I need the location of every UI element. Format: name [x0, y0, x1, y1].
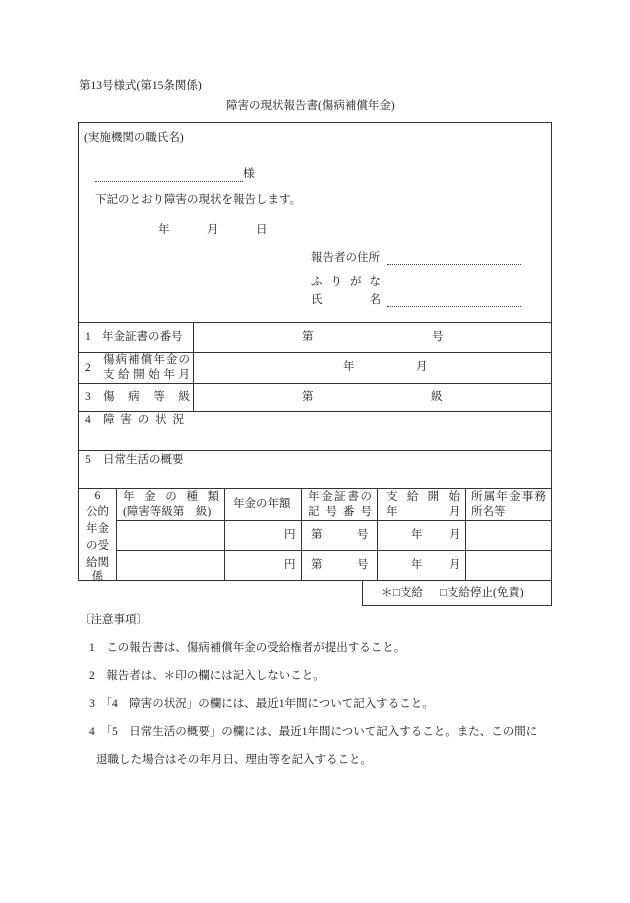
- label-glyph: 病: [115, 354, 128, 366]
- pension-start-header-month: 月: [449, 506, 461, 518]
- label-glyph: 支: [103, 369, 115, 381]
- pension-certificate-prefix: 第: [311, 529, 323, 541]
- label-glyph: り: [330, 276, 342, 288]
- notes-title: 〔注意事項〕: [79, 614, 148, 626]
- pension-start-month: 月: [449, 529, 461, 541]
- pension-table-row-divider: [116, 550, 552, 551]
- start-date-label-line2: [103, 368, 190, 382]
- label-glyph: 年: [308, 491, 320, 503]
- public-pension-side-label: 給関: [86, 557, 109, 569]
- reporter-name-underline: [387, 306, 521, 307]
- reporter-furigana-label: [311, 275, 381, 289]
- label-glyph: 類: [207, 491, 219, 503]
- label-glyph: 給: [406, 491, 419, 503]
- row-number: 3: [85, 391, 91, 403]
- row-number: 4: [85, 414, 91, 426]
- label-glyph: 事: [521, 491, 534, 503]
- start-date-month-label: 月: [416, 361, 428, 373]
- label-glyph: 開: [133, 369, 145, 381]
- pension-amount-unit: 円: [284, 559, 296, 571]
- pension-start-header: [386, 490, 460, 504]
- label-glyph: 状: [155, 414, 167, 426]
- pension-type-header-sub: (障害等級第 級): [123, 506, 212, 518]
- pension-amount-header: 年金の年額: [233, 498, 291, 510]
- public-pension-side-label: 係: [91, 571, 104, 583]
- label-glyph: 書: [347, 491, 359, 503]
- suspend-checkbox-label: □支給停止(免責): [440, 587, 524, 599]
- public-pension-side-label: 年金: [86, 523, 109, 535]
- pension-start-year: 年: [411, 529, 423, 541]
- row-divider: [78, 488, 552, 489]
- row-number: 1: [85, 331, 91, 343]
- label-glyph: が: [350, 276, 362, 288]
- label-glyph: 償: [140, 354, 153, 366]
- label-glyph: 況: [172, 414, 184, 426]
- label-glyph: の: [137, 414, 150, 426]
- label-glyph: 氏: [311, 294, 323, 306]
- label-glyph: の: [360, 491, 372, 503]
- label-glyph: 害: [120, 414, 132, 426]
- note-item: 4 「5 日常生活の概要」の欄には、最近1年間について記入すること。また、この間に: [89, 726, 538, 738]
- pension-start-month: 月: [449, 559, 461, 571]
- date-day-label: 日: [256, 224, 268, 236]
- label-glyph: ふ: [311, 276, 323, 288]
- daily-life-summary-label: 日常生活の概要: [103, 454, 184, 466]
- disability-status-label: [103, 413, 184, 427]
- date-year-label: 年: [158, 224, 170, 236]
- addressee-label: (実施機関の職氏名): [84, 132, 184, 144]
- office-use-mark: ＊: [381, 587, 393, 599]
- label-glyph: 月: [178, 369, 190, 381]
- label-glyph: 金: [165, 354, 178, 366]
- start-date-year-label: 年: [343, 361, 355, 373]
- row-divider: [78, 322, 552, 323]
- label-glyph: 級: [178, 391, 190, 403]
- public-pension-side-label: 公的: [86, 506, 109, 518]
- row-number: 5: [85, 454, 91, 466]
- label-glyph: 金: [509, 491, 521, 503]
- reporter-address-underline: [387, 264, 521, 265]
- label-glyph: 障: [103, 414, 115, 426]
- label-glyph: 等: [153, 391, 165, 403]
- pension-office-header: [471, 490, 546, 504]
- date-month-label: 月: [207, 224, 219, 236]
- label-glyph: の: [178, 354, 190, 366]
- label-glyph: 種: [186, 491, 198, 503]
- label-glyph: 年: [153, 354, 165, 366]
- row-divider: [78, 411, 552, 412]
- pension-certificate-header-sub: [308, 505, 372, 519]
- label-glyph: 年: [123, 491, 135, 503]
- report-statement: 下記のとおり障害の現状を報告します。: [95, 194, 302, 206]
- public-pension-side-label: 6: [94, 490, 101, 502]
- row-divider: [78, 450, 552, 451]
- label-glyph: 補: [128, 354, 140, 366]
- row-number: 2: [85, 362, 91, 374]
- pension-type-header: [123, 490, 219, 504]
- pension-table-row-divider: [116, 520, 552, 521]
- supply-checkbox-label: □支給: [393, 587, 423, 599]
- injury-grade-prefix: 第: [302, 391, 314, 403]
- label-glyph: 病: [128, 391, 140, 403]
- injury-grade-label: [103, 390, 190, 404]
- injury-grade-suffix: 級: [431, 391, 443, 403]
- public-pension-side-label: の受: [86, 540, 109, 552]
- pension-office-header-sub: 所名等: [471, 506, 506, 518]
- label-glyph: 名: [369, 294, 381, 306]
- pension-start-year: 年: [411, 559, 423, 571]
- pension-certificate-suffix: 号: [357, 529, 369, 541]
- addressee-honorific: 様: [243, 168, 255, 180]
- label-glyph: な: [369, 276, 381, 288]
- label-glyph: 始: [148, 369, 160, 381]
- pension-start-header-year: 年: [386, 506, 398, 518]
- certificate-number-label: 年金証書の番号: [102, 331, 183, 343]
- reporter-name-label: [311, 293, 381, 307]
- label-glyph: 番: [343, 506, 355, 518]
- label-glyph: 年: [163, 369, 175, 381]
- label-glyph: 年: [496, 491, 508, 503]
- pension-certificate-header: [308, 490, 372, 504]
- pension-table-column-divider: [377, 488, 378, 580]
- certificate-number-suffix: 号: [432, 331, 444, 343]
- label-glyph: 傷: [103, 354, 115, 366]
- label-glyph: 金: [144, 491, 156, 503]
- label-glyph: 金: [321, 491, 333, 503]
- label-glyph: 務: [534, 491, 546, 503]
- note-item-continuation: 退職した場合はその年月日、理由等を記入すること。: [96, 754, 372, 766]
- label-glyph: 記: [308, 506, 320, 518]
- note-item: 1 この報告書は、傷病補償年金の受給権者が提出すること。: [89, 642, 406, 654]
- label-glyph: 開: [427, 491, 440, 503]
- note-item: 2 報告者は、＊印の欄には記入しないこと。: [89, 670, 325, 682]
- pension-table-column-divider: [224, 488, 225, 580]
- note-item: 3 「4 障害の状況」の欄には、最近1年間について記入すること。: [89, 698, 434, 710]
- label-glyph: 給: [118, 369, 130, 381]
- start-date-label-line1: [103, 353, 190, 367]
- pension-table-column-divider: [116, 488, 117, 580]
- pension-table-column-divider: [301, 488, 302, 580]
- pension-certificate-prefix: 第: [311, 559, 323, 571]
- pension-certificate-suffix: 号: [357, 559, 369, 571]
- certificate-number-prefix: 第: [302, 331, 314, 343]
- reporter-address-label: 報告者の住所: [311, 252, 380, 264]
- label-glyph: 所: [471, 491, 483, 503]
- label-glyph: 号: [325, 506, 337, 518]
- pension-amount-unit: 円: [284, 529, 296, 541]
- row-divider: [78, 383, 552, 384]
- form-title: 障害の現状報告書(傷病補償年金): [226, 100, 395, 112]
- label-glyph: 傷: [103, 391, 115, 403]
- form-number: 第13号様式(第15条関係): [79, 80, 202, 92]
- label-glyph: 支: [386, 491, 398, 503]
- label-glyph: の: [165, 491, 177, 503]
- addressee-underline: [95, 181, 243, 182]
- label-glyph: 証: [334, 491, 346, 503]
- label-glyph: 号: [360, 506, 372, 518]
- label-column-divider: [193, 322, 194, 411]
- pension-table-column-divider: [465, 488, 466, 580]
- label-glyph: 属: [483, 491, 496, 503]
- label-glyph: 始: [448, 491, 460, 503]
